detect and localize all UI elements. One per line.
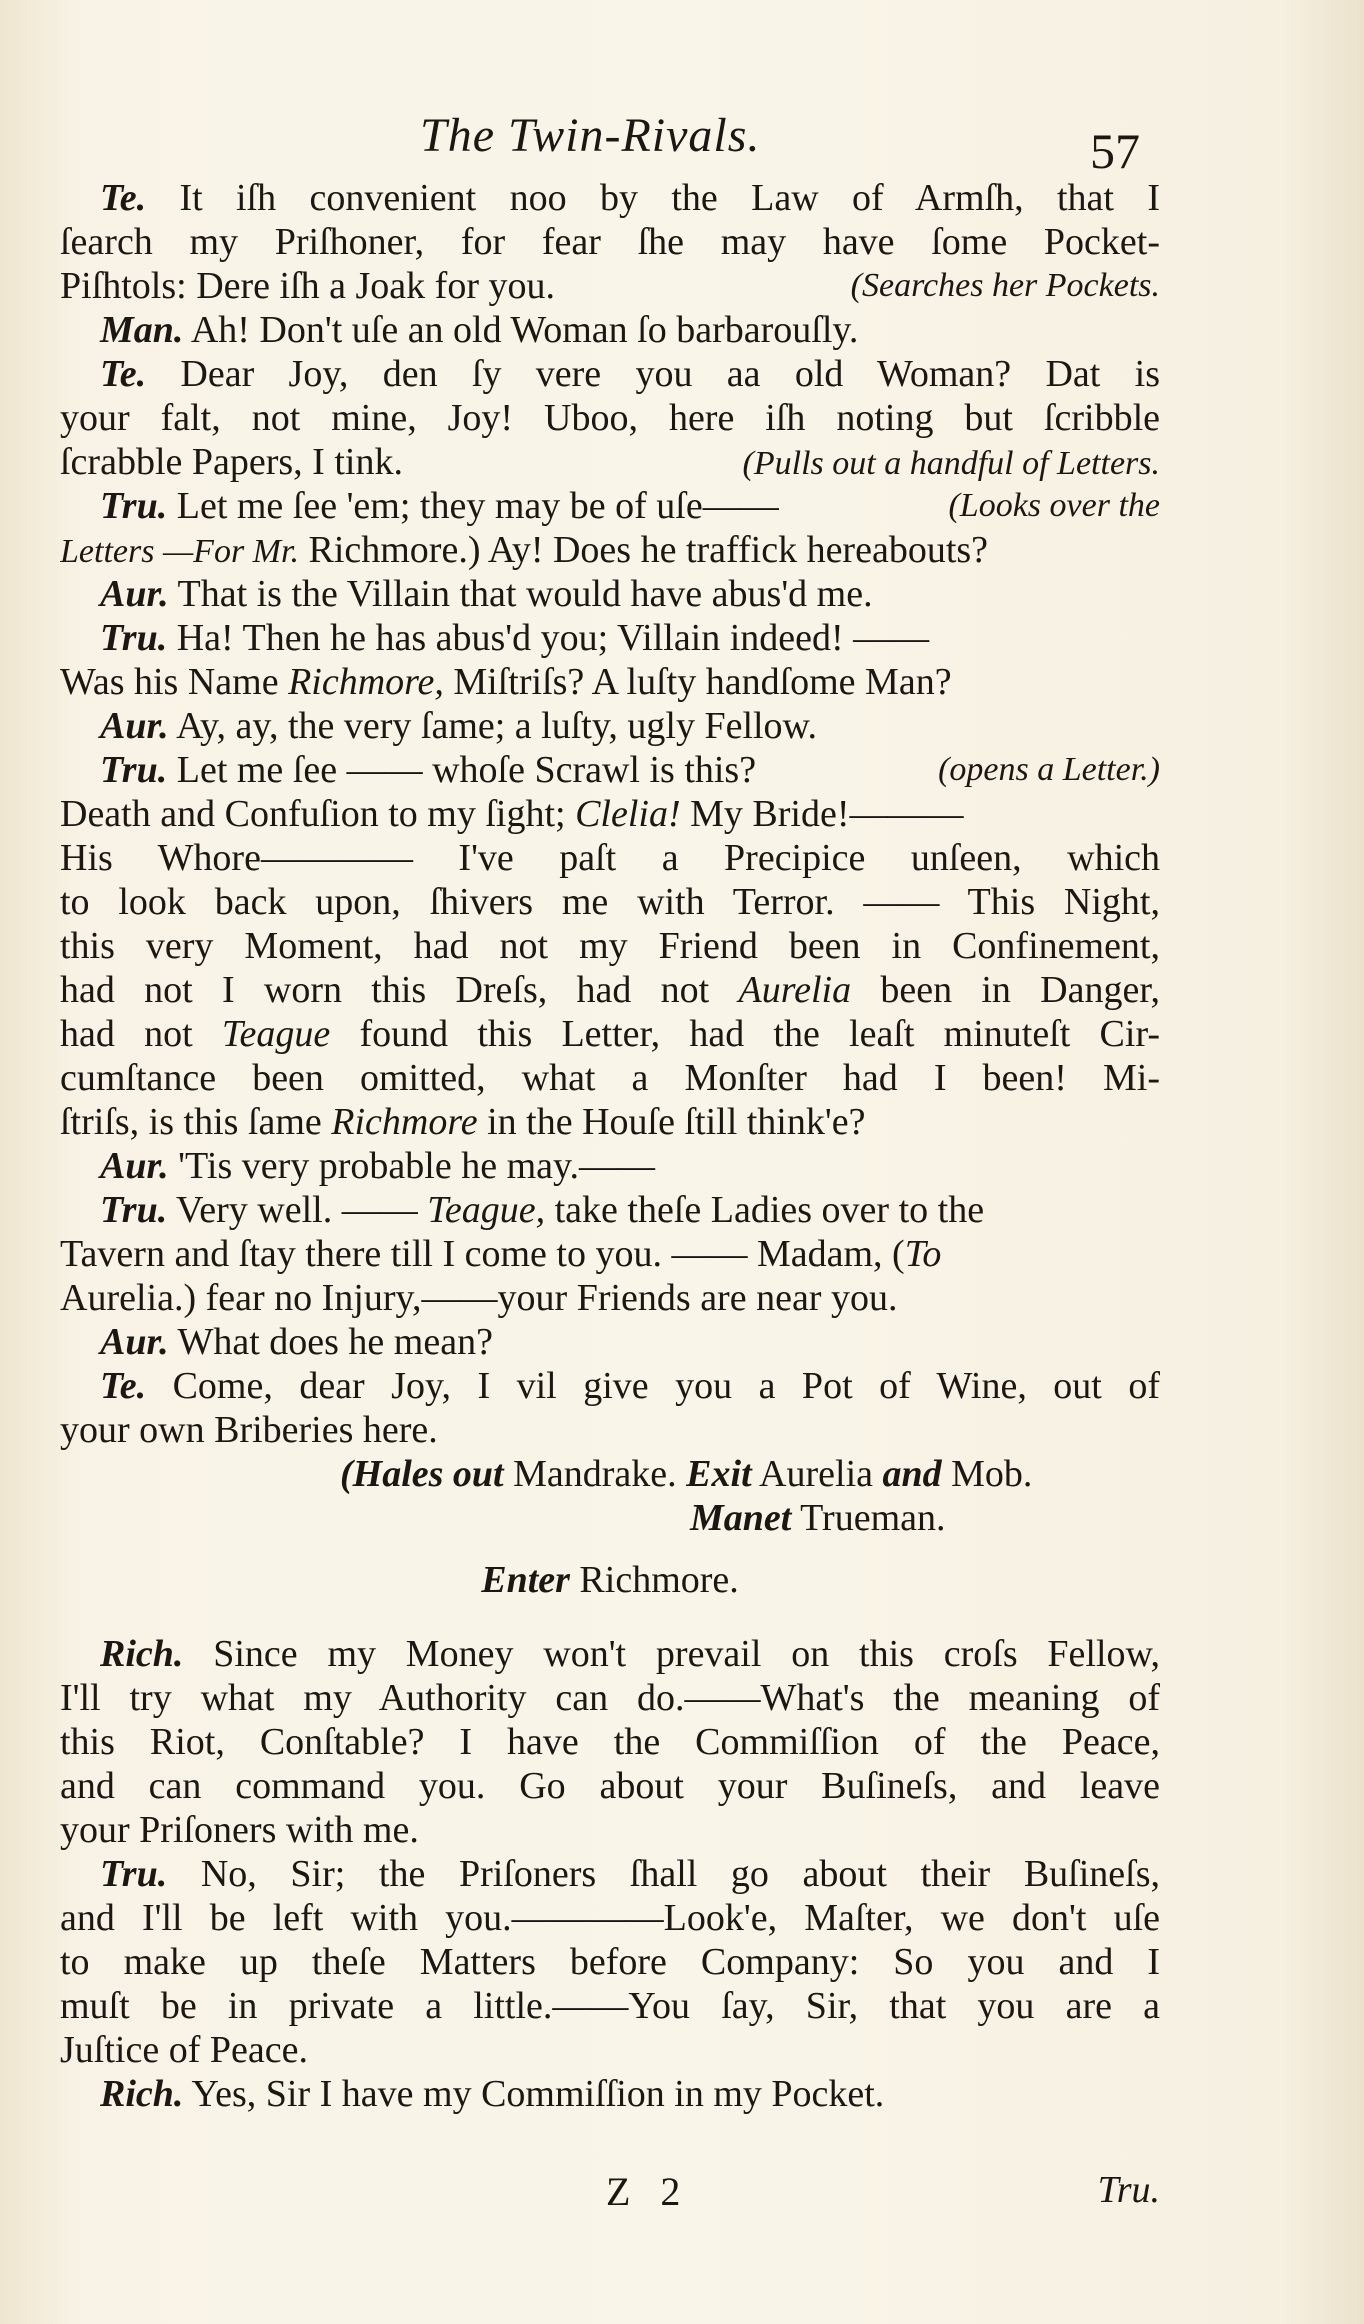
speaker-tag: Rich. (100, 1633, 184, 1675)
stage-direction: Enter (481, 1559, 570, 1601)
stage-direction: Letters —For Mr. (60, 533, 299, 570)
line-text: Piſhtols: Dere iſh a Joak for you. (60, 265, 555, 307)
character-name: Teague (221, 1013, 331, 1055)
line-text: Juſtice of Peace. (60, 2029, 308, 2071)
text-line (60, 176, 1160, 220)
text-line (60, 660, 1160, 704)
text-line (60, 1188, 1160, 1232)
line-text: your own Briberies here. (60, 1409, 438, 1451)
line-text: your Priſoners with me. (60, 1809, 419, 1851)
line-text: this very Moment, had not my Friend been in Confinement, (60, 925, 1160, 967)
text-line (60, 1100, 1160, 1144)
character-name: Clelia! (575, 793, 681, 835)
text-line (60, 704, 1160, 748)
stage-direction: Exit (686, 1453, 752, 1495)
line-text: found this Letter, had the leaſt minuteſt Cir- (330, 1013, 1160, 1055)
speaker-tag: Tru. (100, 749, 168, 791)
line-text: Mob. (941, 1453, 1033, 1495)
text-line (60, 924, 1160, 968)
stage-direction-line (60, 1452, 1160, 1496)
running-title: The Twin-Rivals. (420, 109, 761, 162)
stage-direction: Manet (690, 1497, 792, 1539)
speaker-tag: Tru. (100, 1189, 168, 1231)
stage-direction: (Looks over the (948, 487, 1160, 524)
speaker-tag: Te. (100, 1365, 147, 1407)
page-footer (60, 2168, 1160, 2224)
text-line (60, 1984, 1160, 2028)
text-line (60, 1764, 1160, 1808)
line-text: His Whore———— I've paſt a Precipice unſeen, which (60, 837, 1160, 879)
text-line (60, 1276, 1160, 1320)
line-text: in the Houſe ſtill think'e? (477, 1101, 866, 1143)
speaker-tag: Man. (100, 309, 184, 351)
text-line (60, 440, 1160, 484)
line-text: What does he mean? (168, 1321, 493, 1363)
line-text: cumſtance been omitted, what a Monſter had I been! Mi- (60, 1057, 1160, 1099)
stage-direction-line (60, 1496, 1160, 1540)
line-text: Since my Money won't prevail on this croſs Fellow, (183, 1633, 1160, 1675)
text-line (60, 880, 1160, 924)
text-line (60, 308, 1160, 352)
line-text: Trueman. (791, 1497, 946, 1539)
line-text: ſcrabble Papers, I tink. (60, 441, 403, 483)
line-text: Richmore. (569, 1559, 739, 1601)
text-line (60, 220, 1160, 264)
catchword: Tru. (1097, 2169, 1160, 2211)
stage-direction: and (882, 1453, 942, 1495)
signature-mark: Z 2 (606, 2169, 691, 2214)
line-text: I'll try what my Authority can do.——What's the meaning of (60, 1677, 1160, 1719)
line-text: Miſtriſs? A luſty handſome Man? (443, 661, 952, 703)
text-line (60, 1320, 1160, 1364)
line-text: muſt be in private a little.——You ſay, Sir, that you are a (60, 1985, 1160, 2027)
line-text: 'Tis very probable he may.—— (168, 1145, 656, 1187)
entrance-line (60, 1558, 1160, 1602)
line-text: Yes, Sir I have my Commiſſion in my Pocket. (183, 2073, 885, 2115)
text-line (60, 1720, 1160, 1764)
text-line (60, 748, 1160, 792)
line-text: It iſh convenient noo by the Law of Armſh, that I (146, 177, 1160, 219)
text-line (60, 1232, 1160, 1276)
line-text: had not I worn this Dreſs, had not (60, 969, 739, 1011)
text-line (60, 1056, 1160, 1100)
line-text: to look back upon, ſhivers me with Terror. —— This Night, (60, 881, 1160, 923)
character-name: Richmore, (288, 661, 444, 703)
text-line (60, 1632, 1160, 1676)
stage-direction: (Searches her Pockets. (850, 267, 1160, 304)
text-line (60, 1896, 1160, 1940)
speaker-tag: Tru. (100, 1853, 168, 1895)
text-line (60, 396, 1160, 440)
line-text: Let me ſee 'em; they may be of uſe—— (167, 485, 779, 527)
stage-direction: (Pulls out a handful of (742, 445, 1049, 482)
text-line (60, 1012, 1160, 1056)
speaker-tag: Te. (100, 177, 147, 219)
line-text: this Riot, Conſtable? I have the Commiſſion of the Peace, (60, 1721, 1160, 1763)
line-text: Ay, ay, the very ſame; a luſty, ugly Fellow. (168, 705, 818, 747)
line-text: ſtriſs, is this ſame (60, 1101, 332, 1143)
page-number: 57 (1090, 123, 1140, 179)
text-line (60, 968, 1160, 1012)
speaker-tag: Rich. (100, 2073, 184, 2115)
line-text: Let me ſee —— whoſe Scrawl is this? (167, 749, 757, 791)
character-name: Teague, (427, 1189, 546, 1231)
text-line (60, 836, 1160, 880)
speaker-tag: Aur. (100, 573, 169, 615)
line-text: Dear Joy, den ſy vere you aa old Woman? Dat is (146, 353, 1160, 395)
text-line (60, 1676, 1160, 1720)
line-text: been in Danger, (851, 969, 1160, 1011)
line-text: Was his Name (60, 661, 289, 703)
line-text: Death and Confuſion to my ſight; (60, 793, 576, 835)
text-line (60, 528, 1160, 572)
speaker-tag: Aur. (100, 1145, 169, 1187)
stage-direction: Letters. (1048, 445, 1160, 482)
line-text: Come, dear Joy, I vil give you a Pot of Wine, out of (146, 1365, 1160, 1407)
text-line (60, 352, 1160, 396)
page-header (60, 108, 1160, 179)
line-text: Aurelia.) fear no Injury,——your Friends are near you. (60, 1277, 898, 1319)
line-text: No, Sir; the Priſoners ſhall go about their Buſineſs, (167, 1853, 1160, 1895)
text-line (60, 484, 1160, 528)
line-text: My Bride!——— (680, 793, 964, 835)
text-line (60, 1408, 1160, 1452)
stage-direction: To (904, 1233, 942, 1275)
text-line (60, 1940, 1160, 1984)
line-text: Mandrake. (503, 1453, 687, 1495)
text-line (60, 1144, 1160, 1188)
text-line (60, 2072, 1160, 2116)
line-text: your falt, not mine, Joy! Uboo, here iſh noting but ſcribble (60, 397, 1160, 439)
stage-direction: (opens a Letter.) (938, 751, 1160, 788)
line-text: and can command you. Go about your Buſineſs, and leave (60, 1765, 1160, 1807)
line-text: Very well. —— (167, 1189, 428, 1231)
line-text: had not (60, 1013, 222, 1055)
line-text: Tavern and ſtay there till I come to you. —— Madam, ( (60, 1233, 905, 1275)
play-text (60, 176, 1160, 2116)
text-line (60, 1364, 1160, 1408)
speaker-tag: Te. (100, 353, 147, 395)
text-line (60, 1852, 1160, 1896)
speaker-tag: Tru. (100, 617, 168, 659)
character-name: Aurelia (738, 969, 852, 1011)
speaker-tag: Aur. (100, 705, 169, 747)
line-text: to make up theſe Matters before Company: So you and I (60, 1941, 1160, 1983)
character-name: Richmore (331, 1101, 478, 1143)
text-line (60, 264, 1160, 308)
line-text: That is the Villain that would have abus'd me. (168, 573, 873, 615)
line-text: and I'll be left with you.————Look'e, Maſter, we don't uſe (60, 1897, 1160, 1939)
line-text: Aurelia (751, 1453, 883, 1495)
line-text: take theſe Ladies over to the (545, 1189, 985, 1231)
text-line (60, 1808, 1160, 1852)
line-text: Ha! Then he has abus'd you; Villain indeed! —— (167, 617, 930, 659)
speaker-tag: Tru. (100, 485, 168, 527)
text-line (60, 616, 1160, 660)
line-text: Ah! Don't uſe an old Woman ſo barbarouſly. (183, 309, 859, 351)
line-text: Richmore.) Ay! Does he traffick hereabouts? (298, 529, 989, 571)
line-text: ſearch my Priſhoner, for fear ſhe may have ſome Pocket- (60, 221, 1160, 263)
text-line (60, 572, 1160, 616)
stage-direction: (Hales out (340, 1453, 504, 1495)
text-line (60, 2028, 1160, 2072)
speaker-tag: Aur. (100, 1321, 169, 1363)
text-line (60, 792, 1160, 836)
